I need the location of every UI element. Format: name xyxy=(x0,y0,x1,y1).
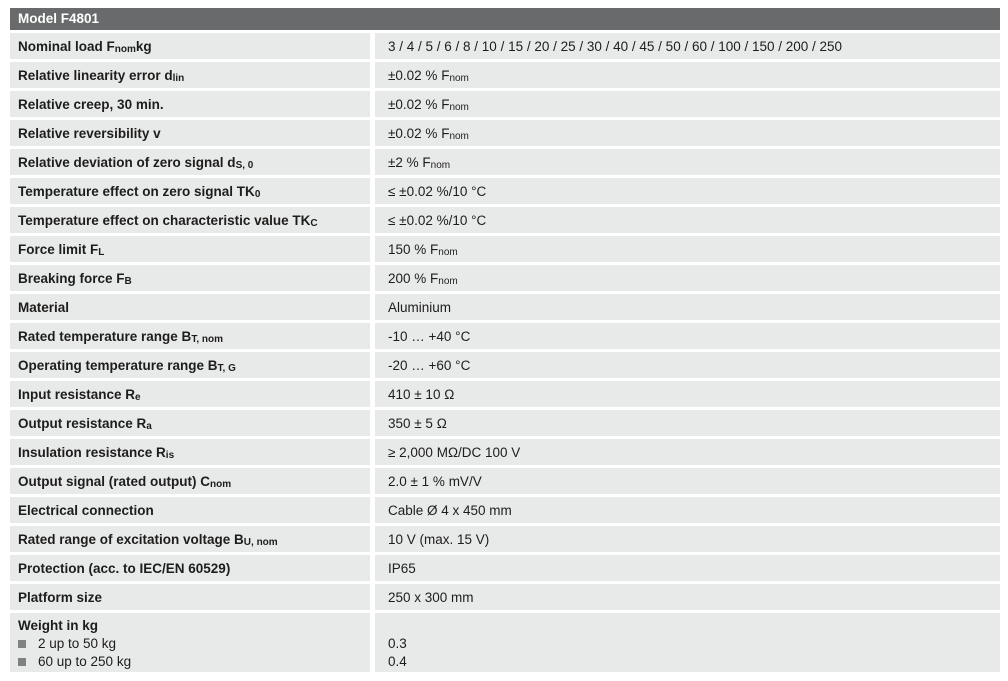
spec-label-text: Material xyxy=(18,299,70,315)
table-row xyxy=(10,352,1000,378)
spec-value-text: ≤ ±0.02 %/10 °C xyxy=(388,183,487,199)
spec-value xyxy=(375,149,1000,175)
bullet-square-icon xyxy=(18,640,26,648)
spec-value xyxy=(375,33,1000,59)
spec-label xyxy=(10,265,370,291)
weight-item-label: 60 up to 250 kg xyxy=(38,654,132,669)
spec-value-text: -20 … +60 °C xyxy=(388,357,471,373)
table-row-weight xyxy=(10,613,1000,672)
spec-value xyxy=(375,120,1000,146)
weight-item-value: 0.3 xyxy=(388,636,407,651)
spec-label-subscript: U, nom xyxy=(243,536,278,548)
table-header xyxy=(10,8,1000,30)
table-row xyxy=(10,526,1000,552)
spec-value-text: Cable Ø 4 x 450 mm xyxy=(388,502,512,518)
table-row xyxy=(10,497,1000,523)
spec-label xyxy=(10,584,370,610)
weight-label-cell xyxy=(10,613,370,672)
spec-label-subscript: a xyxy=(146,420,152,432)
spec-value-text: 150 % F xyxy=(388,241,439,257)
spec-label-subscript: is xyxy=(165,449,175,461)
table-row xyxy=(10,120,1000,146)
spec-value xyxy=(375,294,1000,320)
spec-label xyxy=(10,120,370,146)
spec-label-subscript: T, nom xyxy=(191,333,223,345)
table-row xyxy=(10,149,1000,175)
spec-value-text: 2.0 ± 1 % mV/V xyxy=(388,473,482,489)
spec-label xyxy=(10,33,370,59)
spec-label-text: Operating temperature range B xyxy=(18,357,218,373)
spec-label-text: Temperature effect on characteristic value TK xyxy=(18,212,311,228)
table-row xyxy=(10,468,1000,494)
spec-label-subscript: lin xyxy=(172,72,185,84)
spec-label-subscript: e xyxy=(135,391,141,403)
table-row xyxy=(10,91,1000,117)
spec-label-text: Electrical connection xyxy=(18,502,154,518)
spec-value-text: Aluminium xyxy=(388,299,452,315)
spec-label xyxy=(10,91,370,117)
spec-value xyxy=(375,91,1000,117)
table-row xyxy=(10,62,1000,88)
spec-value-text: IP65 xyxy=(388,560,416,576)
bullet-square-icon xyxy=(18,658,26,666)
spec-label xyxy=(10,497,370,523)
table-row xyxy=(10,584,1000,610)
spec-value xyxy=(375,526,1000,552)
spec-value-text: 200 % F xyxy=(388,270,439,286)
table-row xyxy=(10,439,1000,465)
weight-item-value: 0.4 xyxy=(388,654,407,669)
spec-label-text: Rated range of excitation voltage B xyxy=(18,531,244,547)
spec-value xyxy=(375,207,1000,233)
spec-value xyxy=(375,468,1000,494)
spec-label xyxy=(10,207,370,233)
spec-label xyxy=(10,236,370,262)
spec-value-subscript: nom xyxy=(430,159,451,171)
spec-label-subscript: S, 0 xyxy=(235,159,254,171)
spec-value-subscript: nom xyxy=(438,275,458,287)
spec-value xyxy=(375,265,1000,291)
spec-value-text: 410 ± 10 Ω xyxy=(388,386,455,402)
spec-label xyxy=(10,439,370,465)
spec-label-text: Rated temperature range B xyxy=(18,328,192,344)
table-row xyxy=(10,555,1000,581)
spec-value-text: ±0.02 % F xyxy=(388,67,450,83)
spec-value-text: ≥ 2,000 MΩ/DC 100 V xyxy=(388,444,521,460)
spec-label-text: Breaking force F xyxy=(18,270,125,286)
table-row xyxy=(10,33,1000,59)
spec-value xyxy=(375,236,1000,262)
spec-label xyxy=(10,468,370,494)
weight-item-label: 2 up to 50 kg xyxy=(38,636,117,651)
spec-value xyxy=(375,323,1000,349)
spec-label-subscript: C xyxy=(310,217,318,229)
spec-label-subscript: nom xyxy=(209,478,232,490)
table-row xyxy=(10,410,1000,436)
spec-value xyxy=(375,381,1000,407)
spec-label xyxy=(10,62,370,88)
spec-label-text: Temperature effect on zero signal TK xyxy=(18,183,255,199)
table-row xyxy=(10,381,1000,407)
spec-value xyxy=(375,178,1000,204)
table-title: Model F4801 xyxy=(18,11,100,26)
spec-label-subscript: nom xyxy=(114,43,136,55)
table-row xyxy=(10,207,1000,233)
spec-label xyxy=(10,526,370,552)
spec-label xyxy=(10,410,370,436)
weight-value-cell xyxy=(375,613,1000,672)
spec-label-text: Nominal load F xyxy=(18,38,115,54)
spec-value-text: ±2 % F xyxy=(388,154,431,170)
table-row xyxy=(10,178,1000,204)
spec-label xyxy=(10,555,370,581)
spec-value xyxy=(375,555,1000,581)
spec-label-text: Relative linearity error d xyxy=(18,67,173,83)
spec-label-text: Force limit F xyxy=(18,241,99,257)
table-row xyxy=(10,265,1000,291)
spec-label xyxy=(10,323,370,349)
spec-label-suffix: kg xyxy=(135,38,152,54)
spec-value xyxy=(375,62,1000,88)
weight-item xyxy=(18,653,370,671)
spec-value-text: 3 / 4 / 5 / 6 / 8 / 10 / 15 / 20 / 25 / 30 / 40 / 45 / 50 / 60 / 100 / 150 / 200 / 250 xyxy=(388,38,843,54)
spec-value-text: ≤ ±0.02 %/10 °C xyxy=(388,212,487,228)
weight-heading: Weight in kg xyxy=(18,618,98,633)
spec-value-subscript: nom xyxy=(449,101,469,113)
spec-value-subscript: nom xyxy=(449,72,469,84)
spec-value-text: -10 … +40 °C xyxy=(388,328,471,344)
weight-item xyxy=(18,635,370,653)
spec-value-text: 250 x 300 mm xyxy=(388,589,474,605)
spec-label-text: Relative creep, 30 min. xyxy=(18,96,164,112)
table-row xyxy=(10,323,1000,349)
weight-value-spacer xyxy=(388,617,1000,635)
spec-label-text: Input resistance R xyxy=(18,386,136,402)
spec-label xyxy=(10,352,370,378)
spec-label-text: Platform size xyxy=(18,589,103,605)
spec-value-subscript: nom xyxy=(449,130,469,142)
spec-value-text: ±0.02 % F xyxy=(388,125,450,141)
spec-value xyxy=(375,410,1000,436)
spec-label xyxy=(10,381,370,407)
spec-label xyxy=(10,149,370,175)
spec-label-text: Output signal (rated output) C xyxy=(18,473,210,489)
spec-label xyxy=(10,178,370,204)
spec-value-text: 350 ± 5 Ω xyxy=(388,415,447,431)
spec-label-subscript: 0 xyxy=(254,188,261,200)
spec-value-text: 10 V (max. 15 V) xyxy=(388,531,490,547)
spec-label-text: Output resistance R xyxy=(18,415,147,431)
spec-value xyxy=(375,497,1000,523)
spec-value xyxy=(375,439,1000,465)
table-row xyxy=(10,294,1000,320)
spec-label-text: Protection (acc. to IEC/EN 60529) xyxy=(18,560,231,576)
spec-table xyxy=(10,8,1000,675)
table-row xyxy=(10,236,1000,262)
spec-label-text: Insulation resistance R xyxy=(18,444,166,460)
spec-label-subscript: T, G xyxy=(217,362,236,374)
spec-value xyxy=(375,584,1000,610)
spec-value-text: ±0.02 % F xyxy=(388,96,450,112)
spec-label-subscript: L xyxy=(98,246,105,258)
spec-value-subscript: nom xyxy=(438,246,458,258)
spec-value xyxy=(375,352,1000,378)
spec-label-text: Relative deviation of zero signal d xyxy=(18,154,236,170)
spec-label xyxy=(10,294,370,320)
spec-label-text: Relative reversibility v xyxy=(18,125,161,141)
spec-label-subscript: B xyxy=(124,275,132,287)
